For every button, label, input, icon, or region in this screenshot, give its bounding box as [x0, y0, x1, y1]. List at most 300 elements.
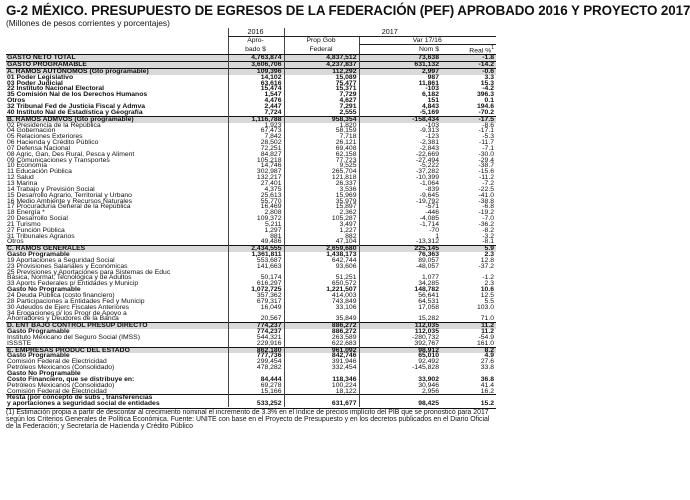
row-prop-2017: 121,818 [284, 175, 359, 181]
row-var-nominal: -571 [359, 204, 441, 210]
row-var-nominal: 11,861 [359, 81, 441, 87]
row-label: 08 Agric, Gan, Des Rural, Pesca y Aliment [7, 150, 135, 158]
row-aprobado-2016: 544,321 [228, 335, 284, 341]
row-label: Resta (por concepto de subs , transferencias [6, 395, 228, 401]
row-var-nominal: -123 [359, 134, 441, 140]
row-prop-2017: 35,849 [284, 316, 359, 322]
row-label: 30 Adeudos de Ejerc Fiscales Anteriores [7, 303, 130, 311]
row-label: 04 Gobernación [7, 127, 56, 135]
row-label: Básica, Normal, Tecnológica y de Adultos [7, 274, 132, 282]
row-var-nominal: 4,843 [359, 104, 441, 110]
row-aprobado-2016: 1,361,811 [228, 252, 284, 258]
row-label: 03 Poder Judicial [7, 79, 63, 87]
row-var-real: 5.5 [484, 297, 494, 305]
header-blank [6, 37, 228, 45]
table-body [6, 55, 496, 407]
row-aprobado-2016: 55,770 [228, 199, 284, 205]
row-aprobado-2016: 105,218 [228, 158, 284, 164]
row-var-real: -38.8 [478, 197, 494, 205]
row-var-nominal: 73,638 [359, 55, 441, 62]
row-var-real: -38.7 [478, 162, 494, 170]
row-var-real: 2.3 [484, 280, 494, 288]
row-prop-2017: 3,536 [284, 187, 359, 193]
row-label: ISSSTE [7, 339, 32, 347]
row-var-real: 5.9 [441, 246, 496, 252]
row-prop-2017: 2,362 [284, 210, 359, 216]
row-label: 21 Turismo [7, 220, 41, 228]
row-prop-2017: 35,979 [284, 199, 359, 205]
row-aprobado-2016: 50,174 [228, 275, 284, 281]
row-aprobado-2016: 141,663 [228, 264, 284, 270]
row-aprobado-2016: 533,252 [228, 401, 284, 407]
row-aprobado-2016: 109,396 [228, 68, 284, 74]
row-label: Gasto No Programable [7, 286, 81, 294]
header-row-columns [6, 37, 496, 45]
row-label: Comisión Federal de Electricidad [7, 387, 107, 395]
row-aprobado-2016: 679,317 [228, 299, 284, 305]
row-aprobado-2016: 16,469 [228, 204, 284, 210]
row-label: Ahorradores y Deudores de la Banca [7, 315, 119, 323]
row-aprobado-2016: 15,166 [228, 389, 284, 395]
row-var-nominal: 112,035 [359, 329, 441, 335]
row-aprobado-2016: 16,049 [228, 305, 284, 311]
row-var-real: -4.2 [482, 85, 494, 93]
row-var-real: 103.0 [476, 303, 494, 311]
row-aprobado-2016: 7,842 [228, 134, 284, 140]
row-aprobado-2016: 1,072,725 [228, 287, 284, 293]
row-label: C. RAMOS GENERALES [6, 246, 228, 252]
row-prop-2017: 15,969 [284, 193, 359, 199]
row-label: 40 Instituto Nal de Estadística y Geografía [7, 108, 143, 116]
header-blank [6, 28, 228, 37]
row-label: Instituto Mexicano del Seguro Social (IMSS) [7, 333, 140, 341]
row-var-nominal: -839 [359, 187, 441, 193]
row-prop-2017: 958,354 [284, 116, 359, 122]
row-label: 31 Tribunales Agrarios [7, 232, 75, 240]
row-var-nominal: -5,169 [359, 110, 441, 116]
row-prop-2017: 47,104 [284, 239, 359, 245]
row-var-nominal: -9,645 [359, 193, 441, 199]
row-label: 01 Poder Legislativo [7, 73, 74, 81]
row-prop-2017: 743,849 [284, 299, 359, 305]
row-label: 02 Presidencia de la República [7, 121, 101, 129]
row-aprobado-2016: 2,434,555 [228, 246, 284, 252]
row-prop-2017: 642,744 [284, 258, 359, 264]
row-label: 16 Medio Ambiente y Recursos Naturales [7, 197, 133, 205]
row-aprobado-2016: 478,282 [228, 365, 284, 371]
row-label: Gasto Programable [7, 328, 70, 336]
row-label: 19 Aportaciones a Seguridad Social [7, 256, 115, 264]
row-prop-2017: 332,454 [284, 365, 359, 371]
row-aprobado-2016: 14,746 [228, 163, 284, 169]
row-var-nominal: -4,085 [359, 216, 441, 222]
row-var-nominal: 225,145 [359, 246, 441, 252]
row-var-nominal: -70 [359, 228, 441, 234]
row-prop-2017: 26,121 [284, 140, 359, 146]
row-var-real: -11.2 [479, 174, 494, 182]
row-var-nominal: -27,494 [359, 158, 441, 164]
row-var-nominal: -158,434 [359, 116, 441, 122]
row-var-real: 12.5 [480, 292, 494, 300]
row-aprobado-2016: 28,502 [228, 140, 284, 146]
row-var-real: -29.4 [478, 156, 494, 164]
row-aprobado-2016: 4,375 [228, 187, 284, 193]
row-var-nominal: -2,381 [359, 140, 441, 146]
row-var-real: -36.2 [478, 220, 494, 228]
row-var-real: 12.8 [480, 256, 494, 264]
row-label: 11 Educación Pública [7, 168, 72, 176]
row-label: Costo Financiero, que se distribuye en: [7, 375, 135, 383]
row-var-nominal: -9,313 [359, 128, 441, 134]
row-var-nominal: 98,425 [359, 401, 441, 407]
row-prop-2017: 414,003 [284, 293, 359, 299]
header-row-years [6, 28, 496, 37]
row-var-real: 15.3 [480, 79, 494, 87]
row-var-nominal: -1,714 [359, 222, 441, 228]
row-label: A. RAMOS AUTÓNOMOS (Gto programable) [6, 68, 228, 74]
row-prop-2017: 2,659,680 [284, 246, 359, 252]
row-aprobado-2016: 1,923 [228, 123, 284, 129]
row-aprobado-2016: 229,916 [228, 341, 284, 347]
row-label: 10 Economía [7, 162, 48, 170]
header-aprobado: Apro- [228, 37, 284, 45]
row-var-nominal: 76,363 [359, 252, 441, 258]
row-var-nominal: -103 [359, 86, 441, 92]
row-aprobado-2016: 774,237 [228, 329, 284, 335]
row-var-real: 36.8 [480, 375, 494, 383]
row-var-real: -41.0 [478, 191, 494, 199]
row-prop-2017: 15,371 [284, 86, 359, 92]
row-prop-2017: 15,089 [284, 75, 359, 81]
row-prop-2017: 7,291 [284, 104, 359, 110]
row-aprobado-2016: 49,486 [228, 239, 284, 245]
row-var-real: 11.2 [441, 323, 496, 329]
row-prop-2017: 842,746 [284, 353, 359, 359]
row-prop-2017: 1,227 [284, 228, 359, 234]
row-label: 05 Relaciones Exteriores [7, 133, 83, 141]
row-var-nominal: 2,956 [359, 389, 441, 395]
row-var-real: -17.1 [478, 127, 494, 135]
footnote [6, 408, 496, 430]
row-aprobado-2016: 1,547 [228, 92, 284, 98]
row-label: Comisión Federal de Electricidad [7, 358, 107, 366]
header-nominal: Nom $ [359, 45, 441, 55]
row-prop-2017: 118,346 [284, 377, 359, 383]
row-var-nominal: 56,641 [359, 293, 441, 299]
row-var-nominal: 2,997 [359, 68, 441, 74]
row-prop-2017: 631,677 [284, 401, 359, 407]
row-var-nominal: 34,285 [359, 281, 441, 287]
row-label: 12 Salud [7, 174, 34, 182]
row-var-nominal: 17,058 [359, 305, 441, 311]
row-var-real: 10.6 [480, 286, 494, 294]
row-prop-2017: 33,106 [284, 305, 359, 311]
row-var-real: -30.0 [478, 150, 494, 158]
row-var-real: -8.2 [482, 226, 494, 234]
row-var-nominal: -1,064 [359, 181, 441, 187]
row-prop-2017: 650,572 [284, 281, 359, 287]
row-label: B. RAMOS ADMVOS (Gto programable) [6, 116, 228, 122]
row-aprobado-2016: 4,763,874 [228, 55, 284, 62]
row-var-real: -3.2 [482, 232, 494, 240]
row-var-nominal: 1,077 [359, 275, 441, 281]
row-label: Otros [7, 97, 26, 105]
row-label: D. ENT BAJO CONTROL PRESUP DIRECTO [6, 323, 228, 329]
row-var-real: 8.2 [441, 347, 496, 353]
row-label: y aportaciones a seguridad social de entidades [7, 400, 160, 408]
row-var-nominal: -5,222 [359, 163, 441, 169]
row-aprobado-2016: 84,827 [228, 152, 284, 158]
row-var-nominal: -103 [359, 123, 441, 129]
row-var-nominal: 98,912 [359, 347, 441, 353]
row-label: 27 Función Pública [7, 226, 65, 234]
row-prop-2017: 75,477 [284, 81, 359, 87]
row-prop-2017: 2,555 [284, 110, 359, 116]
row-var-nominal: 631,132 [359, 62, 441, 69]
row-aprobado-2016: 5,211 [228, 222, 284, 228]
row-label: Petróleos Mexicanos (Consolidado) [7, 381, 115, 389]
row-aprobado-2016: 881 [228, 234, 284, 240]
row-var-nominal: 112,035 [359, 323, 441, 329]
row-var-real: -7.1 [482, 144, 494, 152]
header-real [441, 45, 496, 55]
row-var-real: 16.2 [480, 387, 494, 395]
header-year-2016: 2016 [228, 28, 284, 37]
row-label: 34 Erogaciones p/ los Progr de Apoyo a [7, 309, 127, 317]
row-label: 22 Instituto Nacional Electoral [7, 85, 105, 93]
row-var-real: -15.6 [478, 168, 494, 176]
row-prop-2017: 9,525 [284, 163, 359, 169]
page-title: G-2 MÉXICO. PRESUPUESTO DE EGRESOS DE LA FEDERACIÓN (PEF) APROBADO 2016 Y PROYECTO 2017 [6, 3, 690, 18]
row-var-nominal: -37,282 [359, 169, 441, 175]
row-prop-2017: 1,221,507 [284, 287, 359, 293]
row-var-real: -8.6 [482, 121, 494, 129]
row-label: GASTO PROGRAMABLE [6, 62, 228, 69]
row-var-real: -1.8 [441, 55, 496, 62]
row-label: 28 Participaciones a Entidades Fed y Municip [7, 297, 145, 305]
row-var-nominal: -13,312 [359, 239, 441, 245]
row-prop-2017: 882 [284, 234, 359, 240]
row-var-real: -14.2 [441, 62, 496, 69]
row-var-real: -0.6 [441, 68, 496, 74]
row-label: E. EMPRESAS PRODUC DEL ESTADO [6, 347, 228, 353]
header-prop-gob: Prop Gob [284, 37, 359, 45]
footnote-text: (1) Estimación propia a partir de descontar al crecimiento nominal el incremento de 3.3% en el índice de precios implícito del PIB que se pronosticó para 2017 según los Criterios Generales de Política Económica. Fuente: UNITE con base en el Proyecto de Presupuesto y en los decretos publicados en el Diario Oficial de la Federación; y Secretaría de Hacienda y Crédito Público [6, 409, 490, 431]
budget-table [6, 28, 496, 407]
row-aprobado-2016: 616,297 [228, 281, 284, 287]
row-prop-2017: 622,683 [284, 341, 359, 347]
header-aprobado-unit: bado $ [228, 45, 284, 55]
row-prop-2017: 15,897 [284, 204, 359, 210]
row-var-real: -17.5 [441, 116, 496, 122]
row-var-nominal: 15,282 [359, 316, 441, 322]
row-label: 14 Trabajo y Previsión Social [7, 185, 95, 193]
row-label: 32 Tribunal Fed de Justicia Fiscal y Admva [7, 103, 146, 111]
row-aprobado-2016: 2,808 [228, 210, 284, 216]
row-var-real: 194.6 [476, 103, 494, 111]
units-note: (Millones de pesos corrientes y porcentajes) [6, 18, 170, 28]
row-prop-2017: 4,237,837 [284, 62, 359, 69]
row-label: 33 Aports Federales p/ Entidades y Municip [7, 280, 139, 288]
row-label: 35 Comisión Nal de los Derechos Humanos [7, 91, 148, 99]
row-aprobado-2016: 132,217 [228, 175, 284, 181]
row-aprobado-2016: 862,180 [228, 347, 284, 353]
row-var-nominal: 987 [359, 75, 441, 81]
row-aprobado-2016: 777,736 [228, 353, 284, 359]
row-var-nominal: 65,010 [359, 353, 441, 359]
row-var-nominal: 33,902 [359, 377, 441, 383]
row-prop-2017: 93,606 [284, 264, 359, 270]
row-prop-2017: 26,337 [284, 181, 359, 187]
row-prop-2017: 58,159 [284, 128, 359, 134]
row-var-nominal: -446 [359, 210, 441, 216]
row-var-nominal: -48,057 [359, 264, 441, 270]
row-var-real: -54.9 [478, 333, 494, 341]
row-label: 13 Marina [7, 179, 38, 187]
row-var-real: 11.2 [481, 328, 494, 336]
row-var-nominal: -2,843 [359, 146, 441, 152]
row-aprobado-2016: 15,474 [228, 86, 284, 92]
row-var-real: -19.2 [478, 209, 494, 217]
row-label: 15 Desarrollo Agrario, Territorial y Urbano [7, 191, 132, 199]
row-aprobado-2016: 1,116,788 [228, 116, 284, 122]
row-prop-2017: 105,287 [284, 216, 359, 222]
row-var-nominal: -145,828 [359, 365, 441, 371]
row-var-real: -7.2 [482, 179, 494, 187]
row-prop-2017: 391,946 [284, 359, 359, 365]
row-prop-2017: 1,820 [284, 123, 359, 129]
row-var-real: -1.2 [482, 274, 494, 282]
row-var-nominal: 30,946 [359, 383, 441, 389]
row-var-real: 3.3 [484, 73, 494, 81]
row-aprobado-2016: 553,687 [228, 258, 284, 264]
row-prop-2017: 112,292 [284, 68, 359, 74]
row-aprobado-2016: 3,606,706 [228, 62, 284, 69]
row-label: 25 Previsiones y Aportaciones para Sistemas de Educ [7, 268, 171, 276]
row-label: 18 Energía * [7, 209, 45, 217]
row-var-real: 396.3 [476, 91, 494, 99]
row-var-real: 71.0 [480, 315, 494, 323]
row-var-real: -7.0 [482, 215, 494, 223]
row-label: GASTO NETO TOTAL [6, 55, 228, 62]
row-prop-2017: 7,718 [284, 134, 359, 140]
header-blank [6, 45, 228, 55]
row-label: Petróleos Mexicanos (Consolidado) [7, 364, 115, 372]
row-var-real: 161.0 [476, 339, 494, 347]
row-label: 20 Desarrollo Social [7, 215, 68, 223]
row-aprobado-2016: 69,278 [228, 383, 284, 389]
row-aprobado-2016: 20,567 [228, 316, 284, 322]
row-aprobado-2016: 1,297 [228, 228, 284, 234]
row-prop-2017: 69,408 [284, 146, 359, 152]
header-row-units [6, 45, 496, 55]
row-var-nominal: 92,492 [359, 359, 441, 365]
row-aprobado-2016: 109,372 [228, 216, 284, 222]
row-var-nominal: -19,792 [359, 199, 441, 205]
row-prop-2017: 62,158 [284, 152, 359, 158]
row-aprobado-2016: 27,401 [228, 181, 284, 187]
row-aprobado-2016: 72,251 [228, 146, 284, 152]
header-real-note: 1 [491, 45, 494, 51]
row-prop-2017: 4,627 [284, 98, 359, 104]
row-prop-2017: 77,723 [284, 158, 359, 164]
row-aprobado-2016: 302,987 [228, 169, 284, 175]
row-var-nominal: -280,732 [359, 335, 441, 341]
row-var-real: 2.3 [484, 251, 494, 259]
row-aprobado-2016: 357,362 [228, 293, 284, 299]
row-aprobado-2016: 25,613 [228, 193, 284, 199]
row-aprobado-2016: 4,476 [228, 98, 284, 104]
row-var-real: 27.6 [480, 358, 494, 366]
row-var-nominal: 392,767 [359, 341, 441, 347]
header-federal: Federal [284, 45, 359, 55]
row-var-nominal: 6,182 [359, 92, 441, 98]
row-var-nominal: 64,531 [359, 299, 441, 305]
row-aprobado-2016: 2,447 [228, 104, 284, 110]
row-var-nominal: 148,782 [359, 287, 441, 293]
row-label: Gasto Programable [7, 352, 70, 360]
row-prop-2017: 18,122 [284, 389, 359, 395]
row-var-real: -70.2 [478, 108, 494, 116]
row-prop-2017: 961,092 [284, 347, 359, 353]
row-aprobado-2016: 774,237 [228, 323, 284, 329]
row-var-nominal: -22,669 [359, 152, 441, 158]
row-var-real: -6.8 [482, 203, 494, 211]
row-aprobado-2016: 14,102 [228, 75, 284, 81]
row-prop-2017: 4,837,512 [284, 55, 359, 62]
row-prop-2017: 100,224 [284, 383, 359, 389]
row-var-real: 4.9 [484, 352, 494, 360]
table-row [6, 401, 496, 407]
row-var-real: -8.1 [482, 238, 494, 246]
header-variation: Var 17/16 [359, 37, 496, 45]
row-var-real: 15.2 [480, 400, 494, 408]
row-label: 24 Deuda Pública (costo financiero) [7, 292, 115, 300]
row-label: 09 Comunicaciones y Transportes [7, 156, 110, 164]
row-var-real: 41.4 [480, 381, 494, 389]
row-var-real: -22.5 [478, 185, 494, 193]
row-aprobado-2016: 7,724 [228, 110, 284, 116]
row-aprobado-2016: 299,454 [228, 359, 284, 365]
row-var-real: -37.2 [478, 262, 494, 270]
row-label: 06 Hacienda y Crédito Público [7, 139, 99, 147]
row-prop-2017: 51,251 [284, 275, 359, 281]
row-label: Otros [7, 238, 24, 246]
row-label: 17 Procuraduría General de la República [7, 203, 131, 211]
row-var-real: 33.8 [480, 364, 494, 372]
row-label: Gasto Programable [7, 251, 70, 259]
row-prop-2017: 3,497 [284, 222, 359, 228]
row-var-nominal: 1 [359, 234, 441, 240]
row-var-real: -5.3 [482, 133, 494, 141]
header-year-2017: 2017 [284, 28, 496, 37]
row-aprobado-2016: 63,616 [228, 81, 284, 87]
row-var-real: -11.7 [479, 139, 494, 147]
row-var-nominal: 151 [359, 98, 441, 104]
row-aprobado-2016: 84,444 [228, 377, 284, 383]
row-prop-2017: 886,272 [284, 329, 359, 335]
row-prop-2017: 7,729 [284, 92, 359, 98]
row-aprobado-2016: 67,473 [228, 128, 284, 134]
row-prop-2017: 265,704 [284, 169, 359, 175]
row-prop-2017: 263,589 [284, 335, 359, 341]
row-var-nominal: -10,399 [359, 175, 441, 181]
row-label: 07 Defensa Nacional [7, 144, 71, 152]
row-label: Gasto No Programable [7, 369, 81, 377]
row-var-nominal: 89,057 [359, 258, 441, 264]
row-var-real: 0.1 [484, 97, 494, 105]
row-prop-2017: 886,272 [284, 323, 359, 329]
